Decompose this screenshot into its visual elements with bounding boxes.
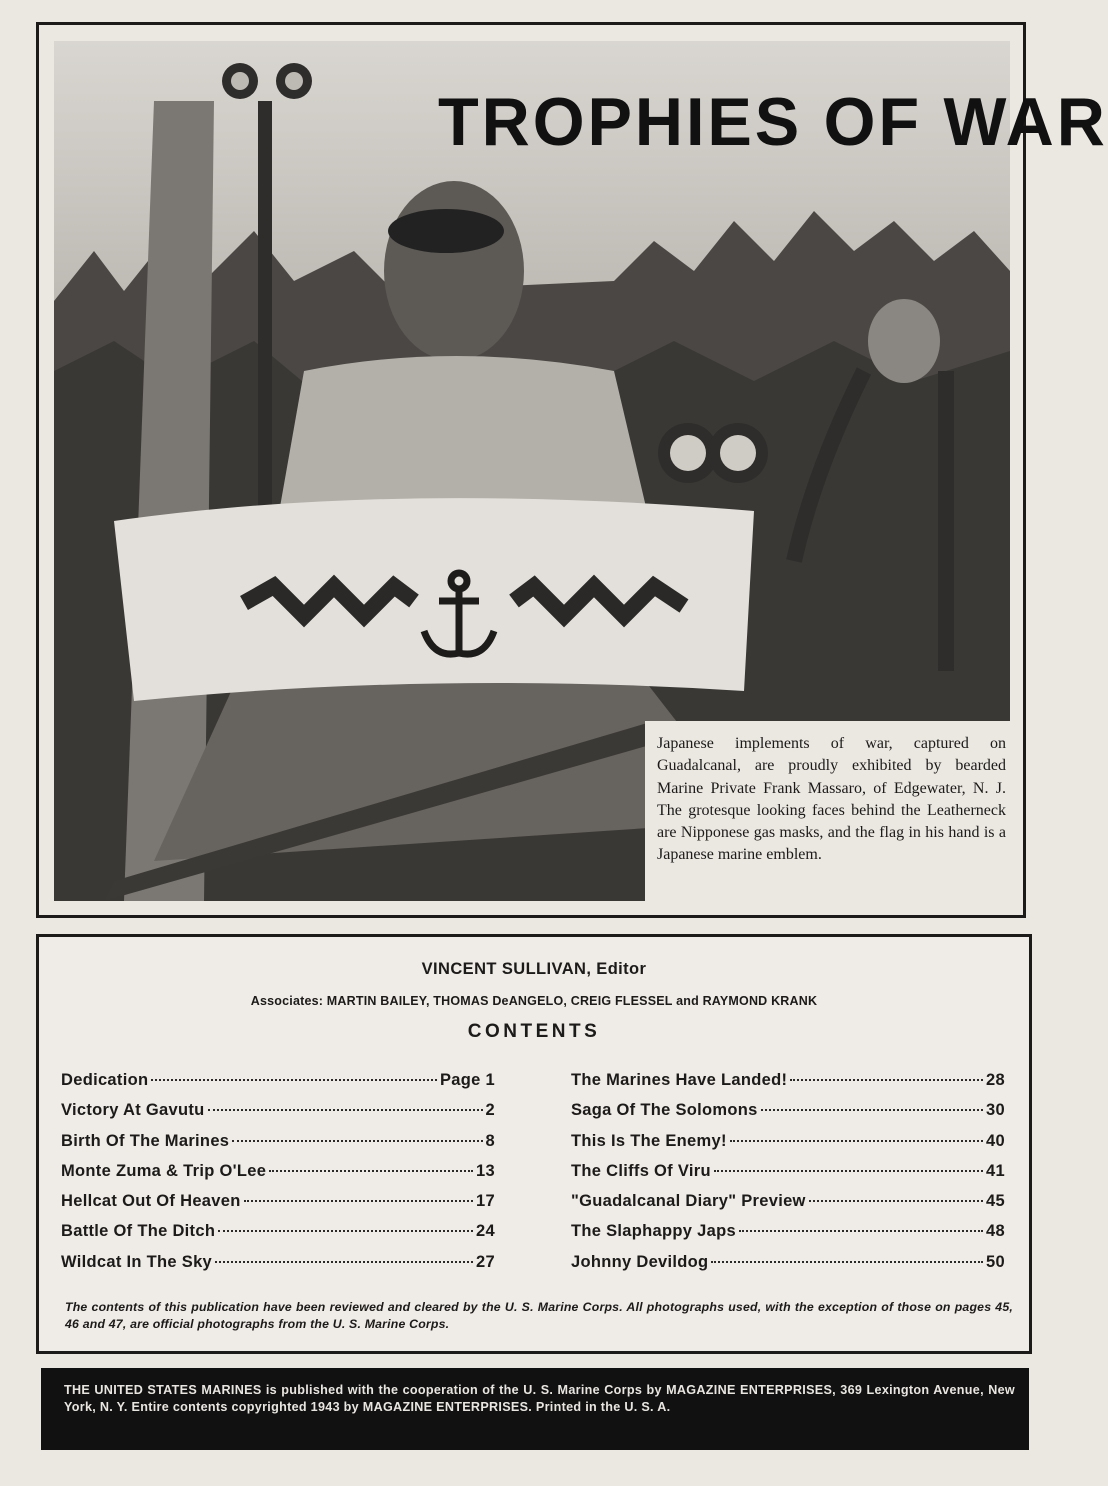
photo-caption: Japanese implements of war, captured on Guadalcanal, are proudly exhibited by bearded Marine Private Frank Massaro, of Edgewater, N. J. The grotesque looking faces behind the Leatherneck are Nipponese gas masks, and the flag in his hand is a Japanese marine emblem. [645,721,1010,901]
toc-entry-title: Johnny Devildog [571,1252,709,1271]
toc-leader [269,1170,473,1172]
marine-photo [54,41,1108,901]
toc-right-column [571,1071,1005,1283]
toc-entry-page: 30 [986,1101,1005,1120]
toc-entry-title: Hellcat Out Of Heaven [61,1192,241,1211]
toc-entry-page: 27 [476,1252,495,1271]
toc-entry-page: 48 [986,1222,1005,1241]
toc-entry[interactable] [61,1132,495,1162]
toc-entry[interactable] [571,1071,1005,1101]
toc-entry-page: 50 [986,1252,1005,1271]
toc-entry-page: Page 1 [440,1071,495,1089]
toc-entry-title: Battle Of The Ditch [61,1222,216,1241]
toc-leader [218,1230,473,1232]
toc-leader [790,1079,983,1081]
toc-leader [714,1170,983,1172]
toc-entry-page: 13 [476,1161,495,1180]
toc-entry[interactable] [571,1101,1005,1131]
toc-leader [730,1140,983,1142]
toc-entry-page: 17 [476,1192,495,1211]
toc-entry-page: 41 [986,1161,1005,1180]
publisher-footer: THE UNITED STATES MARINES is published with the cooperation of the U. S. Marine Corps by MAGAZINE ENTERPRISES, 369 Lexington Avenue, New York, N. Y. Entire contents copyrighted 1943 by MAGAZINE ENTERPRISES. Printed in the U. S. A. [41,1368,1029,1450]
toc-leader [232,1140,482,1142]
toc-entry-title: Wildcat In The Sky [61,1252,213,1271]
toc-entry-title: Dedication [61,1071,149,1089]
toc-entry-title: Victory At Gavutu [61,1101,205,1120]
toc-entry[interactable] [571,1132,1005,1162]
toc-entry[interactable] [571,1253,1005,1283]
toc-leader [208,1109,483,1111]
toc-entry-page: 8 [485,1131,495,1150]
page-title: TROPHIES OF WAR [438,84,1108,160]
toc-entry[interactable] [571,1162,1005,1192]
toc-entry-page: 45 [986,1192,1005,1211]
toc-entry[interactable] [61,1101,495,1131]
editor-credit: VINCENT SULLIVAN, Editor [421,960,647,978]
toc-entry-page: 24 [476,1222,495,1241]
japanese-marine-flag [114,498,754,701]
toc-leader [711,1261,983,1263]
toc-entry[interactable] [571,1222,1005,1252]
contents-heading: CONTENTS [467,1021,601,1042]
photo-frame [36,22,1108,918]
toc-entry-title: "Guadalcanal Diary" Preview [571,1192,806,1211]
toc-entry-page: 2 [485,1101,495,1120]
toc-entry[interactable] [61,1192,495,1222]
toc-leader [761,1109,983,1111]
toc-entry-page: 40 [986,1131,1005,1150]
toc-left-column [61,1071,495,1283]
toc-leader [739,1230,983,1232]
toc-entry[interactable] [61,1071,495,1101]
toc-entry-title: Saga Of The Solomons [571,1101,758,1120]
toc-entry-page: 28 [986,1071,1005,1089]
contents-frame [36,934,1032,1354]
toc-entry[interactable] [571,1192,1005,1222]
toc-entry-title: Birth Of The Marines [61,1131,230,1150]
review-disclaimer: The contents of this publication have been reviewed and cleared by the U. S. Marine Corps. All photographs used, with the exception of those on pages 45, 46 and 47, are official photographs from the U. S. Marine Corps. [65,1300,1013,1331]
toc-leader [151,1079,437,1081]
associates-credit: Associates: MARTIN BAILEY, THOMAS DeANGELO, CREIG FLESSEL and RAYMOND KRANK [250,994,818,1008]
toc-entry[interactable] [61,1222,495,1252]
toc-entry-title: Monte Zuma & Trip O'Lee [61,1161,267,1180]
toc-entry-title: The Cliffs Of Viru [571,1161,711,1180]
toc-entry-title: This Is The Enemy! [571,1131,727,1150]
toc-entry-title: The Slaphappy Japs [571,1222,736,1241]
toc-leader [215,1261,473,1263]
toc-leader [809,1200,983,1202]
toc-entry-title: The Marines Have Landed! [571,1071,788,1089]
toc-entry[interactable] [61,1162,495,1192]
toc-entry[interactable] [61,1253,495,1283]
toc-leader [244,1200,473,1202]
